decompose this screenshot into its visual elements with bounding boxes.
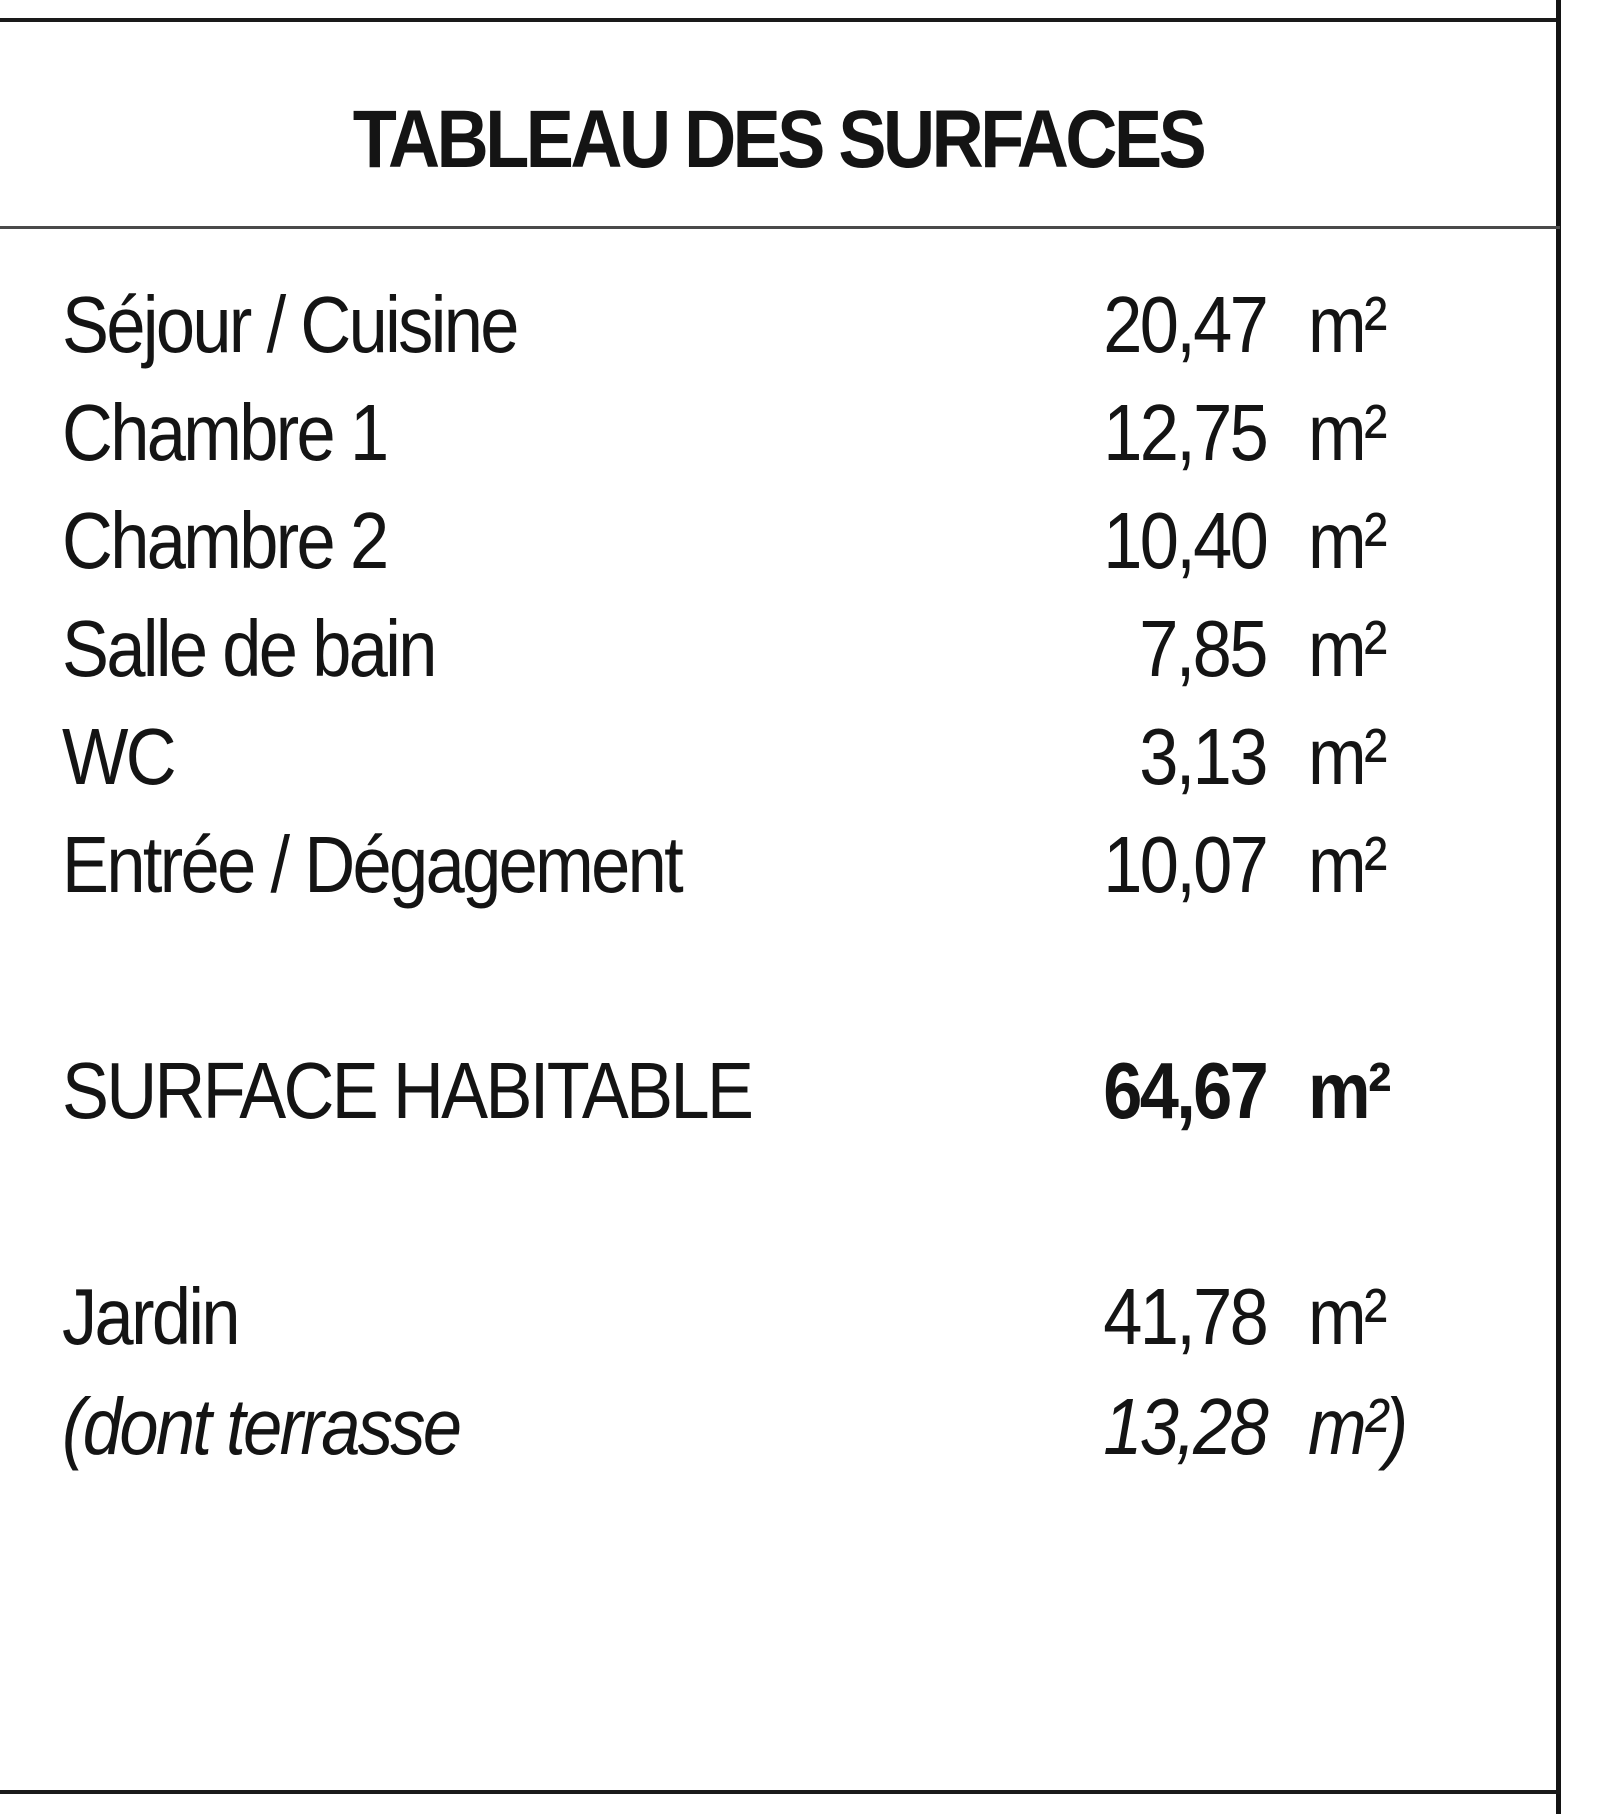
row-value: 10,40: [1103, 496, 1266, 585]
top-border: [0, 18, 1560, 22]
row-label: Séjour / Cuisine: [62, 280, 517, 369]
terrace-value: 13,28: [1103, 1382, 1266, 1471]
row-label: Salle de bain: [62, 604, 435, 693]
table-row-salle-de-bain: [0, 604, 1556, 694]
terrace-unit: m²): [1308, 1382, 1406, 1471]
row-label: Chambre 2: [62, 496, 387, 585]
row-label: Entrée / Dégagement: [62, 820, 682, 909]
row-unit: m²: [1308, 712, 1385, 801]
table-row-surface-habitable: [0, 1046, 1556, 1136]
table-row-sejour-cuisine: [0, 280, 1556, 370]
table-row-entree-degagement: [0, 820, 1556, 910]
total-value: 64,67: [1103, 1046, 1266, 1135]
table-row-wc: [0, 712, 1556, 802]
row-unit: m²: [1308, 820, 1385, 909]
row-unit: m²: [1308, 280, 1385, 369]
table-row-chambre-1: [0, 388, 1556, 478]
row-value: 20,47: [1103, 280, 1266, 369]
right-border: [1556, 0, 1561, 1814]
table-row-terrasse: [0, 1382, 1556, 1472]
garden-label: Jardin: [62, 1272, 238, 1361]
total-unit: m²: [1308, 1046, 1389, 1135]
garden-value: 41,78: [1103, 1272, 1266, 1361]
table-row-chambre-2: [0, 496, 1556, 586]
title-divider: [0, 226, 1560, 229]
row-value: 12,75: [1103, 388, 1266, 477]
row-unit: m²: [1308, 496, 1385, 585]
row-value: 10,07: [1103, 820, 1266, 909]
table-row-jardin: [0, 1272, 1556, 1362]
row-value: 3,13: [1139, 712, 1266, 801]
row-unit: m²: [1308, 604, 1385, 693]
garden-unit: m²: [1308, 1272, 1385, 1361]
row-unit: m²: [1308, 388, 1385, 477]
total-label: SURFACE HABITABLE: [62, 1046, 752, 1135]
row-label: WC: [62, 712, 175, 801]
row-label: Chambre 1: [62, 388, 387, 477]
table-title: TABLEAU DES SURFACES: [352, 94, 1204, 185]
terrace-label: (dont terrasse: [62, 1382, 460, 1471]
row-value: 7,85: [1139, 604, 1266, 693]
bottom-border: [0, 1790, 1560, 1794]
